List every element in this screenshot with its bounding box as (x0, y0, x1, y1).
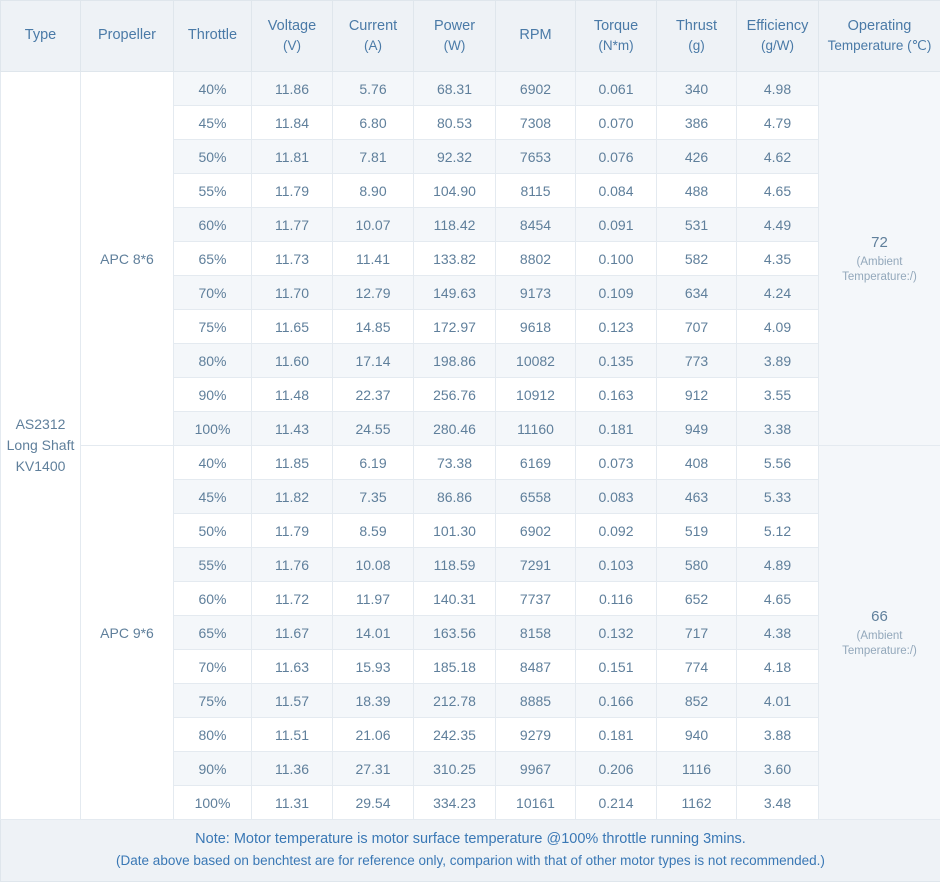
cell-power: 86.86 (414, 480, 496, 514)
footer-note-line-1: Note: Motor temperature is motor surface temperature @100% throttle running 3mins. (7, 829, 934, 851)
cell-rpm: 6902 (496, 72, 576, 106)
cell-throttle: 40% (174, 446, 252, 480)
cell-voltage: 11.70 (252, 276, 333, 310)
cell-thrust: 852 (657, 684, 737, 718)
cell-voltage: 11.31 (252, 786, 333, 820)
cell-current: 7.81 (333, 140, 414, 174)
cell-power: 185.18 (414, 650, 496, 684)
cell-power: 280.46 (414, 412, 496, 446)
cell-torque: 0.092 (576, 514, 657, 548)
cell-power: 163.56 (414, 616, 496, 650)
cell-thrust: 340 (657, 72, 737, 106)
cell-power: 92.32 (414, 140, 496, 174)
cell-voltage: 11.51 (252, 718, 333, 752)
table-header-row (1, 1, 940, 72)
cell-thrust: 774 (657, 650, 737, 684)
cell-torque: 0.061 (576, 72, 657, 106)
cell-efficiency: 3.88 (737, 718, 819, 752)
cell-rpm: 10912 (496, 378, 576, 412)
cell-current: 10.07 (333, 208, 414, 242)
cell-efficiency: 4.65 (737, 582, 819, 616)
cell-thrust: 519 (657, 514, 737, 548)
cell-thrust: 463 (657, 480, 737, 514)
cell-power: 80.53 (414, 106, 496, 140)
cell-voltage: 11.63 (252, 650, 333, 684)
cell-voltage: 11.36 (252, 752, 333, 786)
cell-operating-temperature (819, 446, 940, 820)
cell-current: 29.54 (333, 786, 414, 820)
cell-propeller: APC 8*6 (81, 72, 174, 446)
cell-throttle: 90% (174, 378, 252, 412)
cell-thrust: 717 (657, 616, 737, 650)
cell-voltage: 11.85 (252, 446, 333, 480)
cell-thrust: 426 (657, 140, 737, 174)
cell-throttle: 45% (174, 106, 252, 140)
cell-efficiency: 4.38 (737, 616, 819, 650)
cell-power: 198.86 (414, 344, 496, 378)
cell-voltage: 11.73 (252, 242, 333, 276)
cell-torque: 0.181 (576, 718, 657, 752)
cell-throttle: 100% (174, 786, 252, 820)
cell-efficiency: 5.12 (737, 514, 819, 548)
cell-torque: 0.070 (576, 106, 657, 140)
cell-thrust: 634 (657, 276, 737, 310)
cell-rpm: 6902 (496, 514, 576, 548)
ambient-temperature-note: (Ambient Temperature:/) (819, 629, 940, 659)
cell-throttle: 80% (174, 718, 252, 752)
cell-torque: 0.100 (576, 242, 657, 276)
cell-efficiency: 4.89 (737, 548, 819, 582)
cell-current: 14.85 (333, 310, 414, 344)
cell-operating-temperature (819, 72, 940, 446)
cell-efficiency: 3.89 (737, 344, 819, 378)
cell-thrust: 408 (657, 446, 737, 480)
cell-throttle: 60% (174, 582, 252, 616)
cell-efficiency: 5.33 (737, 480, 819, 514)
cell-torque: 0.166 (576, 684, 657, 718)
cell-torque: 0.135 (576, 344, 657, 378)
column-header-operating-temperature: Operating Temperature (℃) (819, 1, 940, 72)
cell-voltage: 11.65 (252, 310, 333, 344)
column-header-propeller: Propeller (81, 1, 174, 72)
temperature-value: 66 (819, 606, 940, 627)
cell-thrust: 580 (657, 548, 737, 582)
table-row (1, 446, 940, 480)
cell-rpm: 9173 (496, 276, 576, 310)
table-row (1, 72, 940, 106)
cell-thrust: 949 (657, 412, 737, 446)
cell-current: 18.39 (333, 684, 414, 718)
cell-thrust: 488 (657, 174, 737, 208)
cell-torque: 0.083 (576, 480, 657, 514)
cell-efficiency: 3.38 (737, 412, 819, 446)
cell-current: 17.14 (333, 344, 414, 378)
cell-rpm: 10161 (496, 786, 576, 820)
cell-current: 11.41 (333, 242, 414, 276)
cell-efficiency: 3.48 (737, 786, 819, 820)
cell-throttle: 55% (174, 174, 252, 208)
cell-throttle: 45% (174, 480, 252, 514)
cell-rpm: 8454 (496, 208, 576, 242)
cell-thrust: 531 (657, 208, 737, 242)
cell-torque: 0.091 (576, 208, 657, 242)
cell-thrust: 940 (657, 718, 737, 752)
cell-torque: 0.214 (576, 786, 657, 820)
cell-power: 104.90 (414, 174, 496, 208)
column-header-efficiency: Efficiency (g/W) (737, 1, 819, 72)
table-footer (1, 820, 940, 882)
cell-torque: 0.132 (576, 616, 657, 650)
cell-torque: 0.109 (576, 276, 657, 310)
cell-rpm: 7308 (496, 106, 576, 140)
cell-torque: 0.123 (576, 310, 657, 344)
cell-power: 256.76 (414, 378, 496, 412)
cell-thrust: 652 (657, 582, 737, 616)
cell-torque: 0.151 (576, 650, 657, 684)
cell-torque: 0.073 (576, 446, 657, 480)
cell-thrust: 1162 (657, 786, 737, 820)
footer-note (1, 820, 940, 882)
cell-current: 21.06 (333, 718, 414, 752)
cell-current: 11.97 (333, 582, 414, 616)
cell-throttle: 75% (174, 310, 252, 344)
cell-propeller: APC 9*6 (81, 446, 174, 820)
cell-efficiency: 4.98 (737, 72, 819, 106)
cell-current: 8.59 (333, 514, 414, 548)
cell-power: 310.25 (414, 752, 496, 786)
cell-efficiency: 4.01 (737, 684, 819, 718)
column-header-type: Type (1, 1, 81, 72)
cell-efficiency: 4.62 (737, 140, 819, 174)
cell-current: 27.31 (333, 752, 414, 786)
cell-power: 212.78 (414, 684, 496, 718)
cell-torque: 0.084 (576, 174, 657, 208)
cell-throttle: 70% (174, 276, 252, 310)
ambient-temperature-note: (Ambient Temperature:/) (819, 255, 940, 285)
cell-torque: 0.181 (576, 412, 657, 446)
cell-efficiency: 4.65 (737, 174, 819, 208)
cell-torque: 0.076 (576, 140, 657, 174)
cell-throttle: 80% (174, 344, 252, 378)
temperature-value: 72 (819, 232, 940, 253)
column-header-torque: Torque (N*m) (576, 1, 657, 72)
cell-power: 68.31 (414, 72, 496, 106)
cell-throttle: 50% (174, 514, 252, 548)
cell-rpm: 11160 (496, 412, 576, 446)
cell-rpm: 8115 (496, 174, 576, 208)
column-header-power: Power (W) (414, 1, 496, 72)
cell-power: 118.59 (414, 548, 496, 582)
cell-thrust: 912 (657, 378, 737, 412)
cell-power: 172.97 (414, 310, 496, 344)
cell-current: 10.08 (333, 548, 414, 582)
footer-note-line-2: (Date above based on benchtest are for reference only, comparion with that of other motor types is not recommended.) (7, 851, 934, 871)
cell-throttle: 40% (174, 72, 252, 106)
cell-power: 118.42 (414, 208, 496, 242)
cell-power: 140.31 (414, 582, 496, 616)
cell-rpm: 8802 (496, 242, 576, 276)
cell-throttle: 65% (174, 242, 252, 276)
cell-throttle: 50% (174, 140, 252, 174)
column-header-voltage: Voltage (V) (252, 1, 333, 72)
cell-efficiency: 3.55 (737, 378, 819, 412)
cell-rpm: 9967 (496, 752, 576, 786)
cell-current: 6.80 (333, 106, 414, 140)
cell-voltage: 11.79 (252, 514, 333, 548)
cell-rpm: 9279 (496, 718, 576, 752)
cell-voltage: 11.48 (252, 378, 333, 412)
cell-current: 7.35 (333, 480, 414, 514)
cell-current: 14.01 (333, 616, 414, 650)
cell-efficiency: 4.49 (737, 208, 819, 242)
cell-throttle: 65% (174, 616, 252, 650)
cell-current: 15.93 (333, 650, 414, 684)
cell-efficiency: 4.79 (737, 106, 819, 140)
column-header-rpm: RPM (496, 1, 576, 72)
table-header (1, 1, 940, 72)
cell-rpm: 10082 (496, 344, 576, 378)
cell-rpm: 9618 (496, 310, 576, 344)
cell-voltage: 11.81 (252, 140, 333, 174)
cell-current: 5.76 (333, 72, 414, 106)
cell-current: 12.79 (333, 276, 414, 310)
cell-throttle: 55% (174, 548, 252, 582)
cell-throttle: 90% (174, 752, 252, 786)
cell-current: 6.19 (333, 446, 414, 480)
cell-voltage: 11.82 (252, 480, 333, 514)
cell-power: 242.35 (414, 718, 496, 752)
table-body (1, 72, 940, 820)
cell-voltage: 11.67 (252, 616, 333, 650)
cell-rpm: 7291 (496, 548, 576, 582)
cell-thrust: 707 (657, 310, 737, 344)
cell-voltage: 11.72 (252, 582, 333, 616)
cell-rpm: 6169 (496, 446, 576, 480)
cell-efficiency: 4.35 (737, 242, 819, 276)
cell-efficiency: 5.56 (737, 446, 819, 480)
cell-motor-type: AS2312 Long Shaft KV1400 (1, 72, 81, 820)
cell-power: 133.82 (414, 242, 496, 276)
cell-efficiency: 4.09 (737, 310, 819, 344)
cell-rpm: 7653 (496, 140, 576, 174)
cell-throttle: 100% (174, 412, 252, 446)
cell-current: 24.55 (333, 412, 414, 446)
cell-torque: 0.163 (576, 378, 657, 412)
cell-thrust: 1116 (657, 752, 737, 786)
cell-voltage: 11.60 (252, 344, 333, 378)
cell-thrust: 386 (657, 106, 737, 140)
cell-voltage: 11.79 (252, 174, 333, 208)
cell-throttle: 75% (174, 684, 252, 718)
cell-torque: 0.206 (576, 752, 657, 786)
cell-rpm: 7737 (496, 582, 576, 616)
cell-torque: 0.103 (576, 548, 657, 582)
cell-current: 8.90 (333, 174, 414, 208)
cell-power: 334.23 (414, 786, 496, 820)
cell-throttle: 70% (174, 650, 252, 684)
cell-thrust: 582 (657, 242, 737, 276)
cell-efficiency: 4.24 (737, 276, 819, 310)
cell-voltage: 11.84 (252, 106, 333, 140)
cell-rpm: 8885 (496, 684, 576, 718)
cell-rpm: 8158 (496, 616, 576, 650)
cell-throttle: 60% (174, 208, 252, 242)
cell-power: 149.63 (414, 276, 496, 310)
cell-thrust: 773 (657, 344, 737, 378)
cell-voltage: 11.76 (252, 548, 333, 582)
cell-power: 73.38 (414, 446, 496, 480)
cell-torque: 0.116 (576, 582, 657, 616)
cell-voltage: 11.77 (252, 208, 333, 242)
cell-voltage: 11.57 (252, 684, 333, 718)
cell-current: 22.37 (333, 378, 414, 412)
cell-voltage: 11.86 (252, 72, 333, 106)
cell-efficiency: 4.18 (737, 650, 819, 684)
cell-power: 101.30 (414, 514, 496, 548)
cell-rpm: 8487 (496, 650, 576, 684)
cell-rpm: 6558 (496, 480, 576, 514)
cell-efficiency: 3.60 (737, 752, 819, 786)
column-header-thrust: Thrust (g) (657, 1, 737, 72)
column-header-throttle: Throttle (174, 1, 252, 72)
column-header-current: Current (A) (333, 1, 414, 72)
footer-row (1, 820, 940, 882)
cell-voltage: 11.43 (252, 412, 333, 446)
